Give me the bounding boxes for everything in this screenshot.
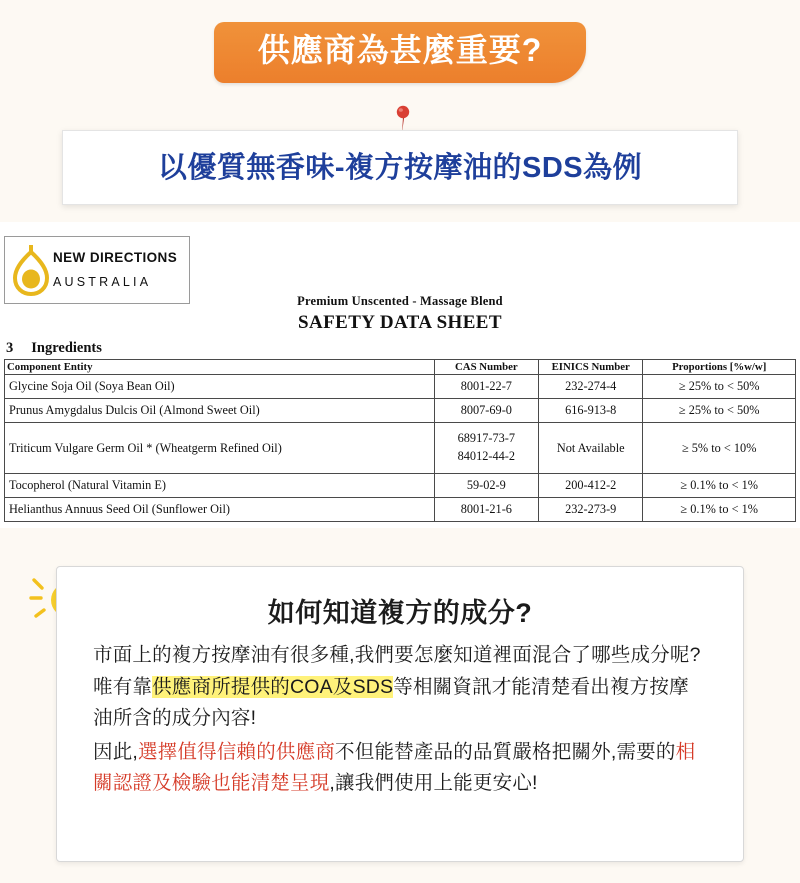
para2-red-2: 相關認證及檢驗也能清楚呈現 — [93, 740, 696, 795]
subtitle-card — [62, 130, 738, 205]
subtitle-text: 以優質無香味-複方按摩油的SDS為例 — [157, 152, 643, 184]
cell-einics: 200-412-2 — [539, 474, 643, 498]
para2-segment-3: ,讓我們使用上能更安心! — [329, 772, 538, 795]
table-row — [5, 423, 796, 474]
column-header-cas: CAS Number — [434, 360, 538, 375]
cell-cas — [434, 423, 538, 474]
para2-segment-1: 因此, — [93, 740, 139, 763]
cell-cas: 8001-21-6 — [434, 498, 538, 522]
cell-component: Helianthus Annuus Seed Oil (Sunflower Oil) — [5, 498, 435, 522]
sds-document — [0, 222, 800, 528]
para1-segment-1: 市面上的複方按摩油有很多種,我們要怎麼知道裡面混合了哪些成分呢?唯有靠 — [93, 644, 701, 698]
top-banner-title: 供應商為甚麼重要? — [214, 22, 587, 83]
cell-einics: Not Available — [539, 423, 643, 474]
para2-red-1: 選擇值得信賴的供應商 — [138, 740, 336, 763]
explanation-paragraph-1 — [93, 640, 707, 735]
cell-proportion: ≥ 0.1% to < 1% — [643, 474, 796, 498]
explanation-card — [56, 566, 744, 862]
cell-component: Triticum Vulgare Germ Oil * (Wheatgerm Refined Oil) — [5, 423, 435, 474]
para1-highlight: 供應商所提供的COA及SDS — [152, 675, 394, 698]
column-header-component: Component Entity — [5, 360, 435, 375]
cell-cas: 59-02-9 — [434, 474, 538, 498]
sds-section-title: Ingredients — [31, 340, 102, 356]
cell-cas: 8007-69-0 — [434, 399, 538, 423]
table-header-row — [5, 360, 796, 375]
cell-component: Prunus Amygdalus Dulcis Oil (Almond Sweet Oil) — [5, 399, 435, 423]
cell-component: Glycine Soja Oil (Soya Bean Oil) — [5, 375, 435, 399]
para1-segment-2: 等相關資訊才能清楚看出複方按摩油所含的成分內容! — [93, 675, 689, 730]
table-row — [5, 375, 796, 399]
top-banner-container — [0, 0, 800, 83]
column-header-einics: EINICS Number — [539, 360, 643, 375]
cell-proportion: ≥ 25% to < 50% — [643, 375, 796, 399]
brand-logo-text — [53, 250, 177, 291]
table-row — [5, 399, 796, 423]
cell-cas-line1: 68917-73-7 — [457, 431, 516, 446]
oil-drop-icon — [9, 242, 53, 298]
cell-component: Tocopherol (Natural Vitamin E) — [5, 474, 435, 498]
column-header-proportions: Proportions [%w/w] — [643, 360, 796, 375]
sds-section-number: 3 — [6, 340, 14, 356]
cell-einics: 232-274-4 — [539, 375, 643, 399]
table-row — [5, 474, 796, 498]
sds-section-heading — [6, 340, 800, 357]
brand-name-line1: NEW DIRECTIONS — [53, 249, 178, 265]
brand-name-line2: AUSTRALIA — [53, 274, 152, 289]
cell-proportion: ≥ 5% to < 10% — [643, 423, 796, 474]
cell-proportion: ≥ 25% to < 50% — [643, 399, 796, 423]
sds-doc-title: SAFETY DATA SHEET — [298, 312, 502, 333]
cell-proportion: ≥ 0.1% to < 1% — [643, 498, 796, 522]
cell-cas-line2: 84012-44-2 — [457, 449, 516, 463]
sds-product-line: Premium Unscented - Massage Blend — [297, 294, 503, 308]
ingredients-table — [4, 359, 796, 522]
explanation-title: 如何知道複方的成分? — [267, 598, 533, 628]
cell-einics: 616-913-8 — [539, 399, 643, 423]
cell-cas: 8001-22-7 — [434, 375, 538, 399]
explanation-paragraph-2 — [93, 737, 707, 800]
table-row — [5, 498, 796, 522]
para2-segment-2: 不但能替產品的品質嚴格把關外,需要的 — [335, 740, 676, 763]
brand-logo — [4, 236, 190, 304]
cell-einics: 232-273-9 — [539, 498, 643, 522]
